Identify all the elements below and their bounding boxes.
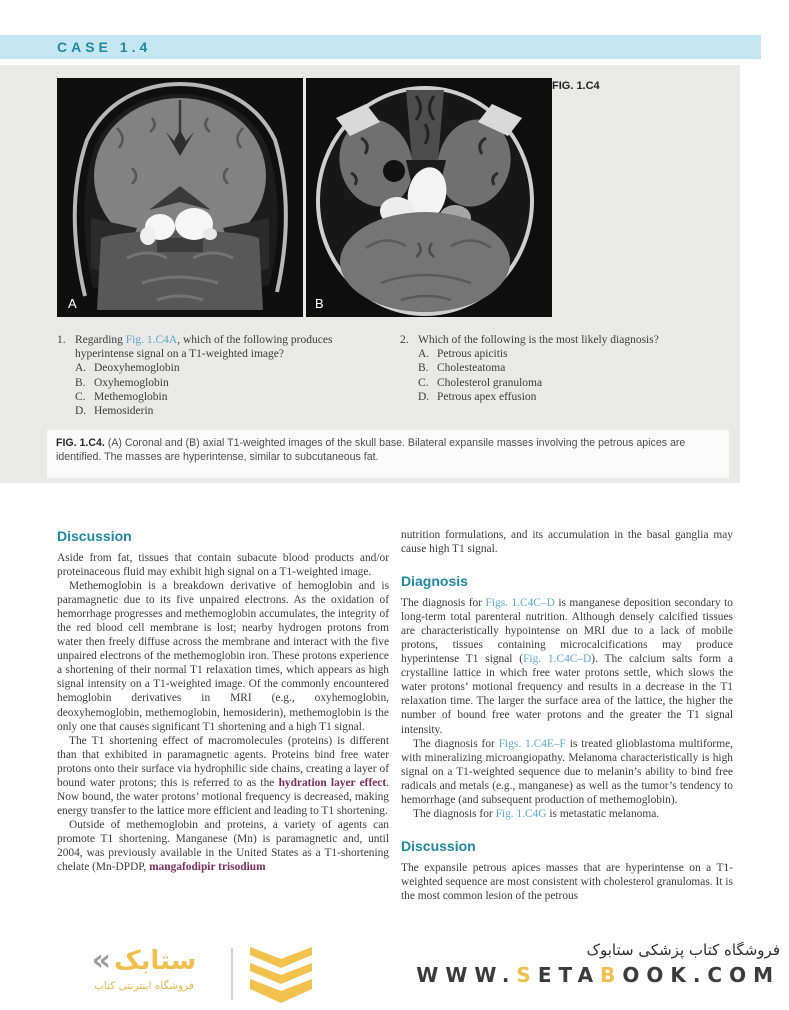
question-2-stem: Which of the following is the most likely diagnosis? [418, 334, 659, 346]
left-column [57, 528, 389, 903]
logo-arrow-icon: « [91, 943, 112, 978]
figure-link[interactable]: Figs. 1.C4C–D [485, 597, 555, 610]
mri-axial-image [306, 78, 552, 317]
paragraph: Aside from fat, tissues that contain subacute blood products and/or proteinaceous fluid may exhibit high signal on a T1-weighted image. [57, 552, 389, 579]
question-2 [400, 333, 735, 418]
question-1-stem: Regarding Fig. 1.C4A, which of the following produces hyperintense signal on a T1-weighted image? [75, 334, 333, 361]
option-d[interactable]: D. Hemosiderin [75, 405, 154, 418]
key-term: hydration layer effect [278, 776, 387, 789]
question-number: 1. [57, 334, 66, 346]
questions-section [57, 333, 735, 418]
watermark-footer [0, 940, 789, 1010]
paragraph: Methemoglobin is a breakdown derivative of hemoglobin and is paramagnetic due to its five unpaired electrons. As the oxidation of hemorrhage progresses and methemoglobin accumulates, the integrity of the red blood cell membrane is lost; nearby hydrogen protons from water then freely diffuse across the membrane and interact with the five unpaired electrons of the methemoglobin iron. These protons experience a shortening of their normal T1 relaxation times, which appears as high signal intensity on a T1-weighted image. Of the commonly encountered hemoglobin derivatives in MRI (e.g., oxyhemoglobin, deoxyhemoglobin, methemoglobin, hemosiderin), methemoglobin is the only one that causes significant T1 shortening and a high T1 signal. [57, 580, 389, 733]
figure-link[interactable]: Figs. 1.C4E–F [498, 737, 566, 750]
figure-b-label: B [315, 296, 324, 311]
footer-text-block [416, 941, 780, 987]
figure-link[interactable]: Fig. 1.C4G [495, 807, 547, 820]
chevron-logo-icon [246, 945, 316, 1003]
website-url[interactable]: WWW.SETABOOK.COM [416, 963, 780, 987]
logo-wordmark: ستابک [114, 946, 197, 976]
option-c[interactable]: C. Methemoglobin [75, 390, 168, 403]
paragraph: Outside of methemoglobin and proteins, a variety of agents can promote T1 shortening. Manganese (Mn) is paramagnetic and, until 2004, was previously available in the United States as a T1-shortening chelate (Mn-DPDP, mangafodipir trisodium [57, 818, 389, 874]
right-column [401, 528, 733, 903]
option-b[interactable]: B. Oxyhemoglobin [75, 376, 169, 389]
question-number: 2. [400, 334, 409, 346]
case-title: CASE 1.4 [57, 39, 152, 55]
question-1 [57, 333, 390, 418]
option-b[interactable]: B. Cholesteatoma [418, 362, 506, 375]
paragraph: The expansile petrous apices masses that are hyperintense on a T1-weighted sequence are most consistent with cholesterol granulomas. It is the most common lesion of the petrous [401, 861, 733, 902]
option-c[interactable]: C. Cholesterol granuloma [418, 376, 543, 389]
footer-tagline: فروشگاه کتاب پزشکی ستابوک [586, 941, 780, 959]
figure-link[interactable]: Fig. 1.C4A [125, 334, 178, 346]
discussion-heading-2: Discussion [401, 837, 476, 854]
paragraph: The diagnosis for Figs. 1.C4E–F is treated glioblastoma multiforme, with mineralizing microangiopathy. Melanoma characteristically is high signal on a T1-weighted sequence due to melanin’s ability to bind free radicals and metals (e.g., manganese) as well as the tumor’s tendency to hemorrhage (and subsequent production of methemoglobin). [401, 737, 733, 806]
figure-caption: FIG. 1.C4. (A) Coronal and (B) axial T1-weighted images of the skull base. Bilateral expansile masses involving the petrous apices are identified. The masses are hyperintense, similar to subcutaneous fat. [56, 437, 686, 463]
setabook-logo[interactable] [60, 944, 228, 992]
option-a[interactable]: A. Deoxyhemoglobin [75, 362, 180, 375]
paragraph: nutrition formulations, and its accumulation in the basal ganglia may cause high T1 signal. [401, 529, 733, 556]
paragraph: The diagnosis for Fig. 1.C4G is metastatic melanoma. [413, 807, 660, 820]
footer-divider [231, 948, 233, 1000]
diagnosis-heading: Diagnosis [401, 573, 468, 590]
option-d[interactable]: D. Petrous apex effusion [418, 390, 537, 403]
option-a[interactable]: A. Petrous apicitis [418, 348, 508, 361]
paragraph: The T1 shortening effect of macromolecules (proteins) is different than that exhibited in paramagnetic agents. Proteins bind free water protons onto their surface via hydrophilic side chains, creating a layer of bound water protons; this is referred to as the hydration layer effect. Now bound, the water protons’ motional frequency is decreased, making energy transfer to the lattice more efficient and leading to T1 shortening. [57, 734, 389, 817]
discussion-columns [57, 528, 733, 903]
figure-caption-box [47, 430, 729, 478]
paragraph: The diagnosis for Figs. 1.C4C–D is manganese deposition secondary to long-term total parenteral nutrition. Although densely calcified tissues are characteristically hypointense on MRI due to a lack of mobile protons, tissues containing microcalcifications may produce hyperintense T1 signal (Fig. 1.C4C–D). The calcium salts form a crystalline lattice in which free water protons settle, which slows the water protons’ motional frequency and results in a decrease in the T1 relaxation time. The larger the surface area of the lattice, the higher the number of bound free water protons and the greater the T1 signal intensity. [401, 597, 733, 736]
logo-subtitle: فروشگاه اینترنتی کتاب [94, 980, 194, 992]
case-header-band [0, 35, 761, 59]
figure-number-label: FIG. 1.C4 [552, 80, 600, 92]
figure-a-label: A [68, 296, 77, 311]
figure-link[interactable]: Fig. 1.C4C–D [523, 653, 592, 666]
key-term: mangafodipir trisodium [149, 861, 266, 874]
mri-coronal-image [57, 78, 303, 317]
caption-label: FIG. 1.C4. [56, 437, 105, 449]
discussion-heading: Discussion [57, 528, 132, 544]
case-content-block [0, 65, 740, 483]
